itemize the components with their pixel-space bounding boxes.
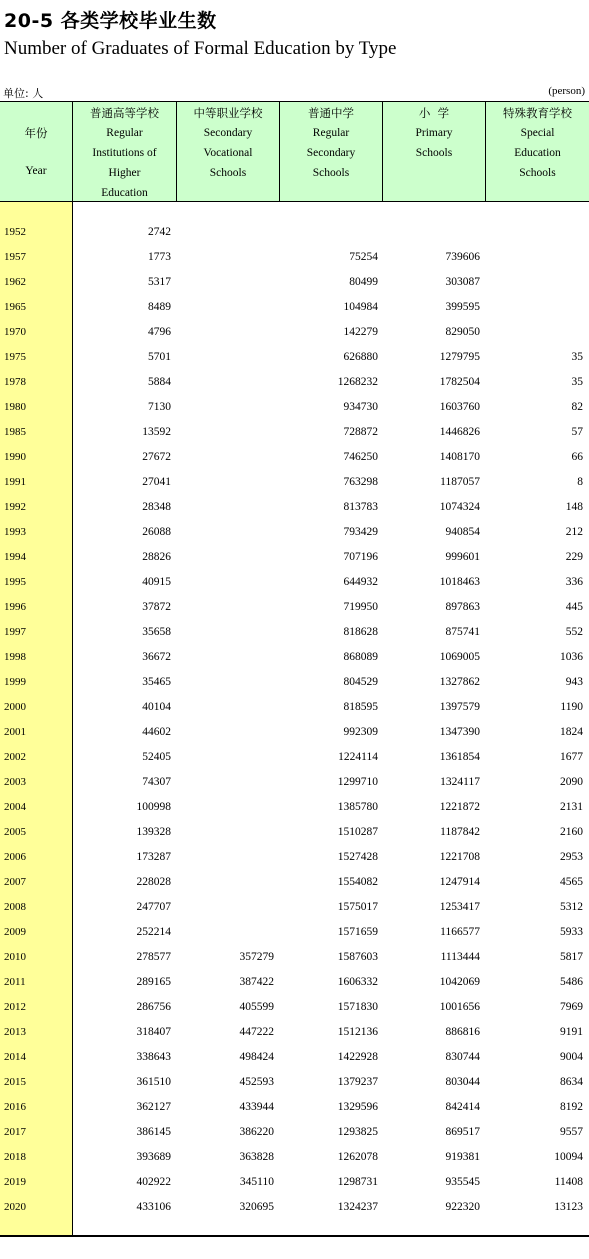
table-row	[0, 1195, 589, 1220]
special-cell: 5817	[560, 951, 583, 963]
year-cell: 2005	[4, 826, 26, 838]
year-cell: 2014	[4, 1051, 26, 1063]
higher-cell: 173287	[136, 851, 171, 863]
higher-cell: 13592	[142, 426, 171, 438]
vocational-cell: 386220	[239, 1126, 274, 1138]
secondary-cell: 1298731	[337, 1176, 378, 1188]
header-higher-education	[73, 103, 176, 203]
table-row	[0, 220, 589, 245]
year-cell: 1991	[4, 476, 26, 488]
vocational-cell: 387422	[239, 976, 274, 988]
higher-cell: 35658	[142, 626, 171, 638]
special-cell: 1677	[560, 751, 583, 763]
header-year	[0, 123, 72, 181]
year-cell: 1997	[4, 626, 26, 638]
table-row	[0, 970, 589, 995]
higher-cell: 289165	[136, 976, 171, 988]
year-cell: 2019	[4, 1176, 26, 1188]
primary-cell: 1069005	[439, 651, 480, 663]
primary-cell: 1446826	[439, 426, 480, 438]
header-vocational	[177, 103, 279, 183]
special-cell: 1824	[560, 726, 583, 738]
year-cell: 2000	[4, 701, 26, 713]
table-row	[0, 1170, 589, 1195]
special-cell: 212	[565, 526, 583, 538]
secondary-cell: 142279	[343, 326, 378, 338]
special-cell: 57	[571, 426, 583, 438]
table-row	[0, 570, 589, 595]
table-row	[0, 445, 589, 470]
primary-cell: 1018463	[439, 576, 480, 588]
special-cell: 8634	[560, 1076, 583, 1088]
table-row	[0, 870, 589, 895]
year-cell: 1994	[4, 551, 26, 563]
table-row	[0, 620, 589, 645]
year-cell: 2004	[4, 801, 26, 813]
secondary-cell: 763298	[343, 476, 378, 488]
header-higher-en-2: Institutions of	[92, 147, 157, 159]
secondary-cell: 818628	[343, 626, 378, 638]
year-cell: 1985	[4, 426, 26, 438]
higher-cell: 1773	[148, 251, 171, 263]
secondary-cell: 992309	[343, 726, 378, 738]
year-cell: 2015	[4, 1076, 26, 1088]
primary-cell: 922320	[445, 1201, 480, 1213]
secondary-cell: 1262078	[337, 1151, 378, 1163]
header-secondary-en-2: Secondary	[306, 147, 356, 159]
header-vocational-en-1: Secondary	[203, 127, 253, 139]
table-row	[0, 1145, 589, 1170]
year-cell: 2003	[4, 776, 26, 788]
secondary-cell: 1268232	[337, 376, 378, 388]
primary-cell: 1347390	[439, 726, 480, 738]
higher-cell: 402922	[136, 1176, 171, 1188]
year-cell: 1980	[4, 401, 26, 413]
table-row	[0, 920, 589, 945]
special-cell: 8192	[560, 1101, 583, 1113]
table-row	[0, 720, 589, 745]
header-higher-en-4: Education	[101, 187, 148, 199]
secondary-cell: 804529	[343, 676, 378, 688]
special-cell: 2131	[560, 801, 583, 813]
primary-cell: 1782504	[439, 376, 480, 388]
primary-cell: 829050	[445, 326, 480, 338]
primary-cell: 1001656	[439, 1001, 480, 1013]
primary-cell: 1603760	[439, 401, 480, 413]
year-cell: 2002	[4, 751, 26, 763]
table-title-english: Number of Graduates of Formal Education by Type	[4, 38, 397, 59]
secondary-cell: 1299710	[337, 776, 378, 788]
special-cell: 336	[565, 576, 583, 588]
header-special-en-3: Schools	[519, 167, 556, 179]
header-primary	[383, 103, 485, 163]
secondary-cell: 1422928	[337, 1051, 378, 1063]
year-cell: 2016	[4, 1101, 26, 1113]
header-special	[486, 103, 589, 183]
primary-cell: 1408170	[439, 451, 480, 463]
higher-cell: 4796	[148, 326, 171, 338]
header-primary-cn: 小 学	[418, 106, 450, 120]
higher-cell: 40104	[142, 701, 171, 713]
primary-cell: 842414	[445, 1101, 480, 1113]
vocational-cell: 345110	[239, 1176, 274, 1188]
year-cell: 2020	[4, 1201, 26, 1213]
secondary-cell: 1510287	[337, 826, 378, 838]
higher-cell: 37872	[142, 601, 171, 613]
year-cell: 2001	[4, 726, 26, 738]
vocational-cell: 357279	[239, 951, 274, 963]
year-cell: 2013	[4, 1026, 26, 1038]
primary-cell: 803044	[445, 1076, 480, 1088]
higher-cell: 52405	[142, 751, 171, 763]
higher-cell: 433106	[136, 1201, 171, 1213]
higher-cell: 26088	[142, 526, 171, 538]
secondary-cell: 75254	[349, 251, 378, 263]
special-cell: 10094	[554, 1151, 583, 1163]
primary-cell: 1187057	[440, 476, 480, 488]
primary-cell: 1361854	[439, 751, 480, 763]
table-bottom-border	[0, 1235, 589, 1237]
secondary-cell: 1293825	[337, 1126, 378, 1138]
special-cell: 5933	[560, 926, 583, 938]
primary-cell: 940854	[445, 526, 480, 538]
secondary-cell: 793429	[343, 526, 378, 538]
special-cell: 1036	[560, 651, 583, 663]
table-row	[0, 420, 589, 445]
year-cell: 1975	[4, 351, 26, 363]
table-row	[0, 770, 589, 795]
year-cell: 1990	[4, 451, 26, 463]
secondary-cell: 1571659	[337, 926, 378, 938]
table-row	[0, 670, 589, 695]
special-cell: 35	[571, 376, 583, 388]
primary-cell: 1253417	[439, 901, 480, 913]
table-row	[0, 1020, 589, 1045]
primary-cell: 1279795	[439, 351, 480, 363]
special-cell: 9191	[560, 1026, 583, 1038]
special-cell: 2953	[560, 851, 583, 863]
primary-cell: 1074324	[439, 501, 480, 513]
special-cell: 13123	[554, 1201, 583, 1213]
primary-cell: 886816	[445, 1026, 480, 1038]
secondary-cell: 868089	[343, 651, 378, 663]
primary-cell: 1221872	[439, 801, 480, 813]
year-cell: 1965	[4, 301, 26, 313]
header-vocational-en-3: Schools	[209, 167, 247, 179]
higher-cell: 5317	[148, 276, 171, 288]
higher-cell: 7130	[148, 401, 171, 413]
secondary-cell: 818595	[343, 701, 378, 713]
header-secondary-cn: 普通中学	[308, 106, 354, 120]
higher-cell: 40915	[142, 576, 171, 588]
higher-cell: 247707	[136, 901, 171, 913]
table-row	[0, 695, 589, 720]
higher-cell: 100998	[136, 801, 171, 813]
year-cell: 1996	[4, 601, 26, 613]
year-cell: 1995	[4, 576, 26, 588]
primary-cell: 1247914	[439, 876, 480, 888]
table-row	[0, 495, 589, 520]
higher-cell: 27672	[142, 451, 171, 463]
header-year-cn: 年份	[24, 126, 48, 140]
header-primary-en-2: Schools	[415, 147, 453, 159]
primary-cell: 399595	[445, 301, 480, 313]
higher-cell: 278577	[136, 951, 171, 963]
table-row	[0, 745, 589, 770]
graduates-table	[0, 101, 589, 1236]
secondary-cell: 728872	[343, 426, 378, 438]
primary-cell: 1221708	[439, 851, 480, 863]
table-row	[0, 895, 589, 920]
primary-cell: 875741	[445, 626, 480, 638]
unit-label-english: (person)	[548, 85, 585, 97]
primary-cell: 1166577	[440, 926, 480, 938]
higher-cell: 5884	[148, 376, 171, 388]
higher-cell: 386145	[136, 1126, 171, 1138]
primary-cell: 897863	[445, 601, 480, 613]
special-cell: 8	[577, 476, 583, 488]
primary-cell: 1397579	[439, 701, 480, 713]
higher-cell: 28826	[142, 551, 171, 563]
higher-cell: 27041	[142, 476, 171, 488]
primary-cell: 1042069	[439, 976, 480, 988]
higher-cell: 228028	[136, 876, 171, 888]
special-cell: 2160	[560, 826, 583, 838]
secondary-cell: 1324237	[337, 1201, 378, 1213]
year-cell: 2017	[4, 1126, 26, 1138]
year-cell: 2007	[4, 876, 26, 888]
special-cell: 9004	[560, 1051, 583, 1063]
year-cell: 1993	[4, 526, 26, 538]
table-row	[0, 520, 589, 545]
special-cell: 943	[565, 676, 583, 688]
secondary-cell: 1527428	[337, 851, 378, 863]
table-row	[0, 270, 589, 295]
table-row	[0, 1120, 589, 1145]
table-title-chinese: 20-5 各类学校毕业生数	[4, 10, 217, 32]
special-cell: 229	[565, 551, 583, 563]
higher-cell: 8489	[148, 301, 171, 313]
vocational-cell: 447222	[239, 1026, 274, 1038]
header-special-en-1: Special	[520, 127, 555, 139]
special-cell: 35	[571, 351, 583, 363]
header-higher-en-1: Regular	[106, 127, 143, 139]
special-cell: 9557	[560, 1126, 583, 1138]
higher-cell: 2742	[148, 226, 171, 238]
header-primary-en-1: Primary	[415, 127, 453, 139]
higher-cell: 74307	[142, 776, 171, 788]
secondary-cell: 707196	[343, 551, 378, 563]
special-cell: 552	[565, 626, 583, 638]
secondary-cell: 719950	[343, 601, 378, 613]
table-row	[0, 345, 589, 370]
secondary-cell: 1379237	[337, 1076, 378, 1088]
primary-cell: 830744	[445, 1051, 480, 1063]
higher-cell: 28348	[142, 501, 171, 513]
table-row	[0, 995, 589, 1020]
header-secondary	[280, 103, 382, 183]
higher-cell: 139328	[136, 826, 171, 838]
table-row	[0, 395, 589, 420]
header-special-cn: 特殊教育学校	[503, 106, 572, 120]
primary-cell: 1113444	[440, 951, 480, 963]
primary-cell: 869517	[445, 1126, 480, 1138]
year-cell: 1992	[4, 501, 26, 513]
year-cell: 1999	[4, 676, 26, 688]
secondary-cell: 644932	[343, 576, 378, 588]
unit-label-chinese: 单位: 人	[3, 87, 44, 100]
year-cell: 2018	[4, 1151, 26, 1163]
year-cell: 1962	[4, 276, 26, 288]
primary-cell: 919381	[445, 1151, 480, 1163]
higher-cell: 44602	[142, 726, 171, 738]
year-cell: 2009	[4, 926, 26, 938]
table-row	[0, 945, 589, 970]
year-cell: 1952	[4, 226, 26, 238]
higher-cell: 5701	[148, 351, 171, 363]
primary-cell: 1324117	[440, 776, 480, 788]
year-cell: 1978	[4, 376, 26, 388]
secondary-cell: 626880	[343, 351, 378, 363]
secondary-cell: 1575017	[337, 901, 378, 913]
header-secondary-en-1: Regular	[312, 127, 350, 139]
higher-cell: 286756	[136, 1001, 171, 1013]
header-higher-en-3: Higher	[108, 167, 141, 179]
special-cell: 445	[565, 601, 583, 613]
secondary-cell: 1385780	[337, 801, 378, 813]
special-cell: 1190	[560, 701, 583, 713]
special-cell: 11408	[554, 1176, 583, 1188]
table-row	[0, 595, 589, 620]
year-cell: 1957	[4, 251, 26, 263]
table-row	[0, 545, 589, 570]
secondary-cell: 1587603	[337, 951, 378, 963]
table-row	[0, 645, 589, 670]
table-row	[0, 820, 589, 845]
higher-cell: 252214	[136, 926, 171, 938]
table-row	[0, 1095, 589, 1120]
vocational-cell: 405599	[239, 1001, 274, 1013]
higher-cell: 35465	[142, 676, 171, 688]
header-vocational-en-2: Vocational	[203, 147, 253, 159]
special-cell: 2090	[560, 776, 583, 788]
higher-cell: 362127	[136, 1101, 171, 1113]
higher-cell: 36672	[142, 651, 171, 663]
special-cell: 5312	[560, 901, 583, 913]
table-row	[0, 1045, 589, 1070]
secondary-cell: 1571830	[337, 1001, 378, 1013]
secondary-cell: 1224114	[338, 751, 378, 763]
year-cell: 2010	[4, 951, 26, 963]
secondary-cell: 1512136	[337, 1026, 378, 1038]
primary-cell: 1327862	[439, 676, 480, 688]
table-row	[0, 295, 589, 320]
vocational-cell: 363828	[239, 1151, 274, 1163]
secondary-cell: 1554082	[337, 876, 378, 888]
secondary-cell: 1329596	[337, 1101, 378, 1113]
primary-cell: 1187842	[440, 826, 480, 838]
table-row	[0, 845, 589, 870]
header-year-en: Year	[25, 165, 47, 177]
special-cell: 66	[571, 451, 583, 463]
secondary-cell: 813783	[343, 501, 378, 513]
table-row	[0, 370, 589, 395]
secondary-cell: 104984	[343, 301, 378, 313]
special-cell: 4565	[560, 876, 583, 888]
primary-cell: 739606	[445, 251, 480, 263]
special-cell: 148	[565, 501, 583, 513]
higher-cell: 361510	[136, 1076, 171, 1088]
header-higher-cn: 普通高等学校	[90, 106, 159, 120]
year-cell: 2012	[4, 1001, 26, 1013]
special-cell: 5486	[560, 976, 583, 988]
higher-cell: 393689	[136, 1151, 171, 1163]
year-cell: 2008	[4, 901, 26, 913]
year-cell: 1970	[4, 326, 26, 338]
secondary-cell: 80499	[349, 276, 378, 288]
header-vocational-cn: 中等职业学校	[193, 106, 263, 120]
header-secondary-en-3: Schools	[312, 167, 350, 179]
table-row	[0, 795, 589, 820]
secondary-cell: 746250	[343, 451, 378, 463]
primary-cell: 999601	[445, 551, 480, 563]
vocational-cell: 320695	[239, 1201, 274, 1213]
special-cell: 82	[571, 401, 583, 413]
vocational-cell: 433944	[239, 1101, 274, 1113]
special-cell: 7969	[560, 1001, 583, 1013]
year-cell: 1998	[4, 651, 26, 663]
table-row	[0, 245, 589, 270]
table-row	[0, 320, 589, 345]
secondary-cell: 1606332	[337, 976, 378, 988]
primary-cell: 935545	[445, 1176, 480, 1188]
year-cell: 2011	[4, 976, 26, 988]
year-cell: 2006	[4, 851, 26, 863]
higher-cell: 318407	[136, 1026, 171, 1038]
primary-cell: 303087	[445, 276, 480, 288]
table-row	[0, 470, 589, 495]
vocational-cell: 452593	[239, 1076, 274, 1088]
higher-cell: 338643	[136, 1051, 171, 1063]
secondary-cell: 934730	[343, 401, 378, 413]
table-row	[0, 1070, 589, 1095]
vocational-cell: 498424	[239, 1051, 274, 1063]
header-special-en-2: Education	[514, 147, 561, 159]
